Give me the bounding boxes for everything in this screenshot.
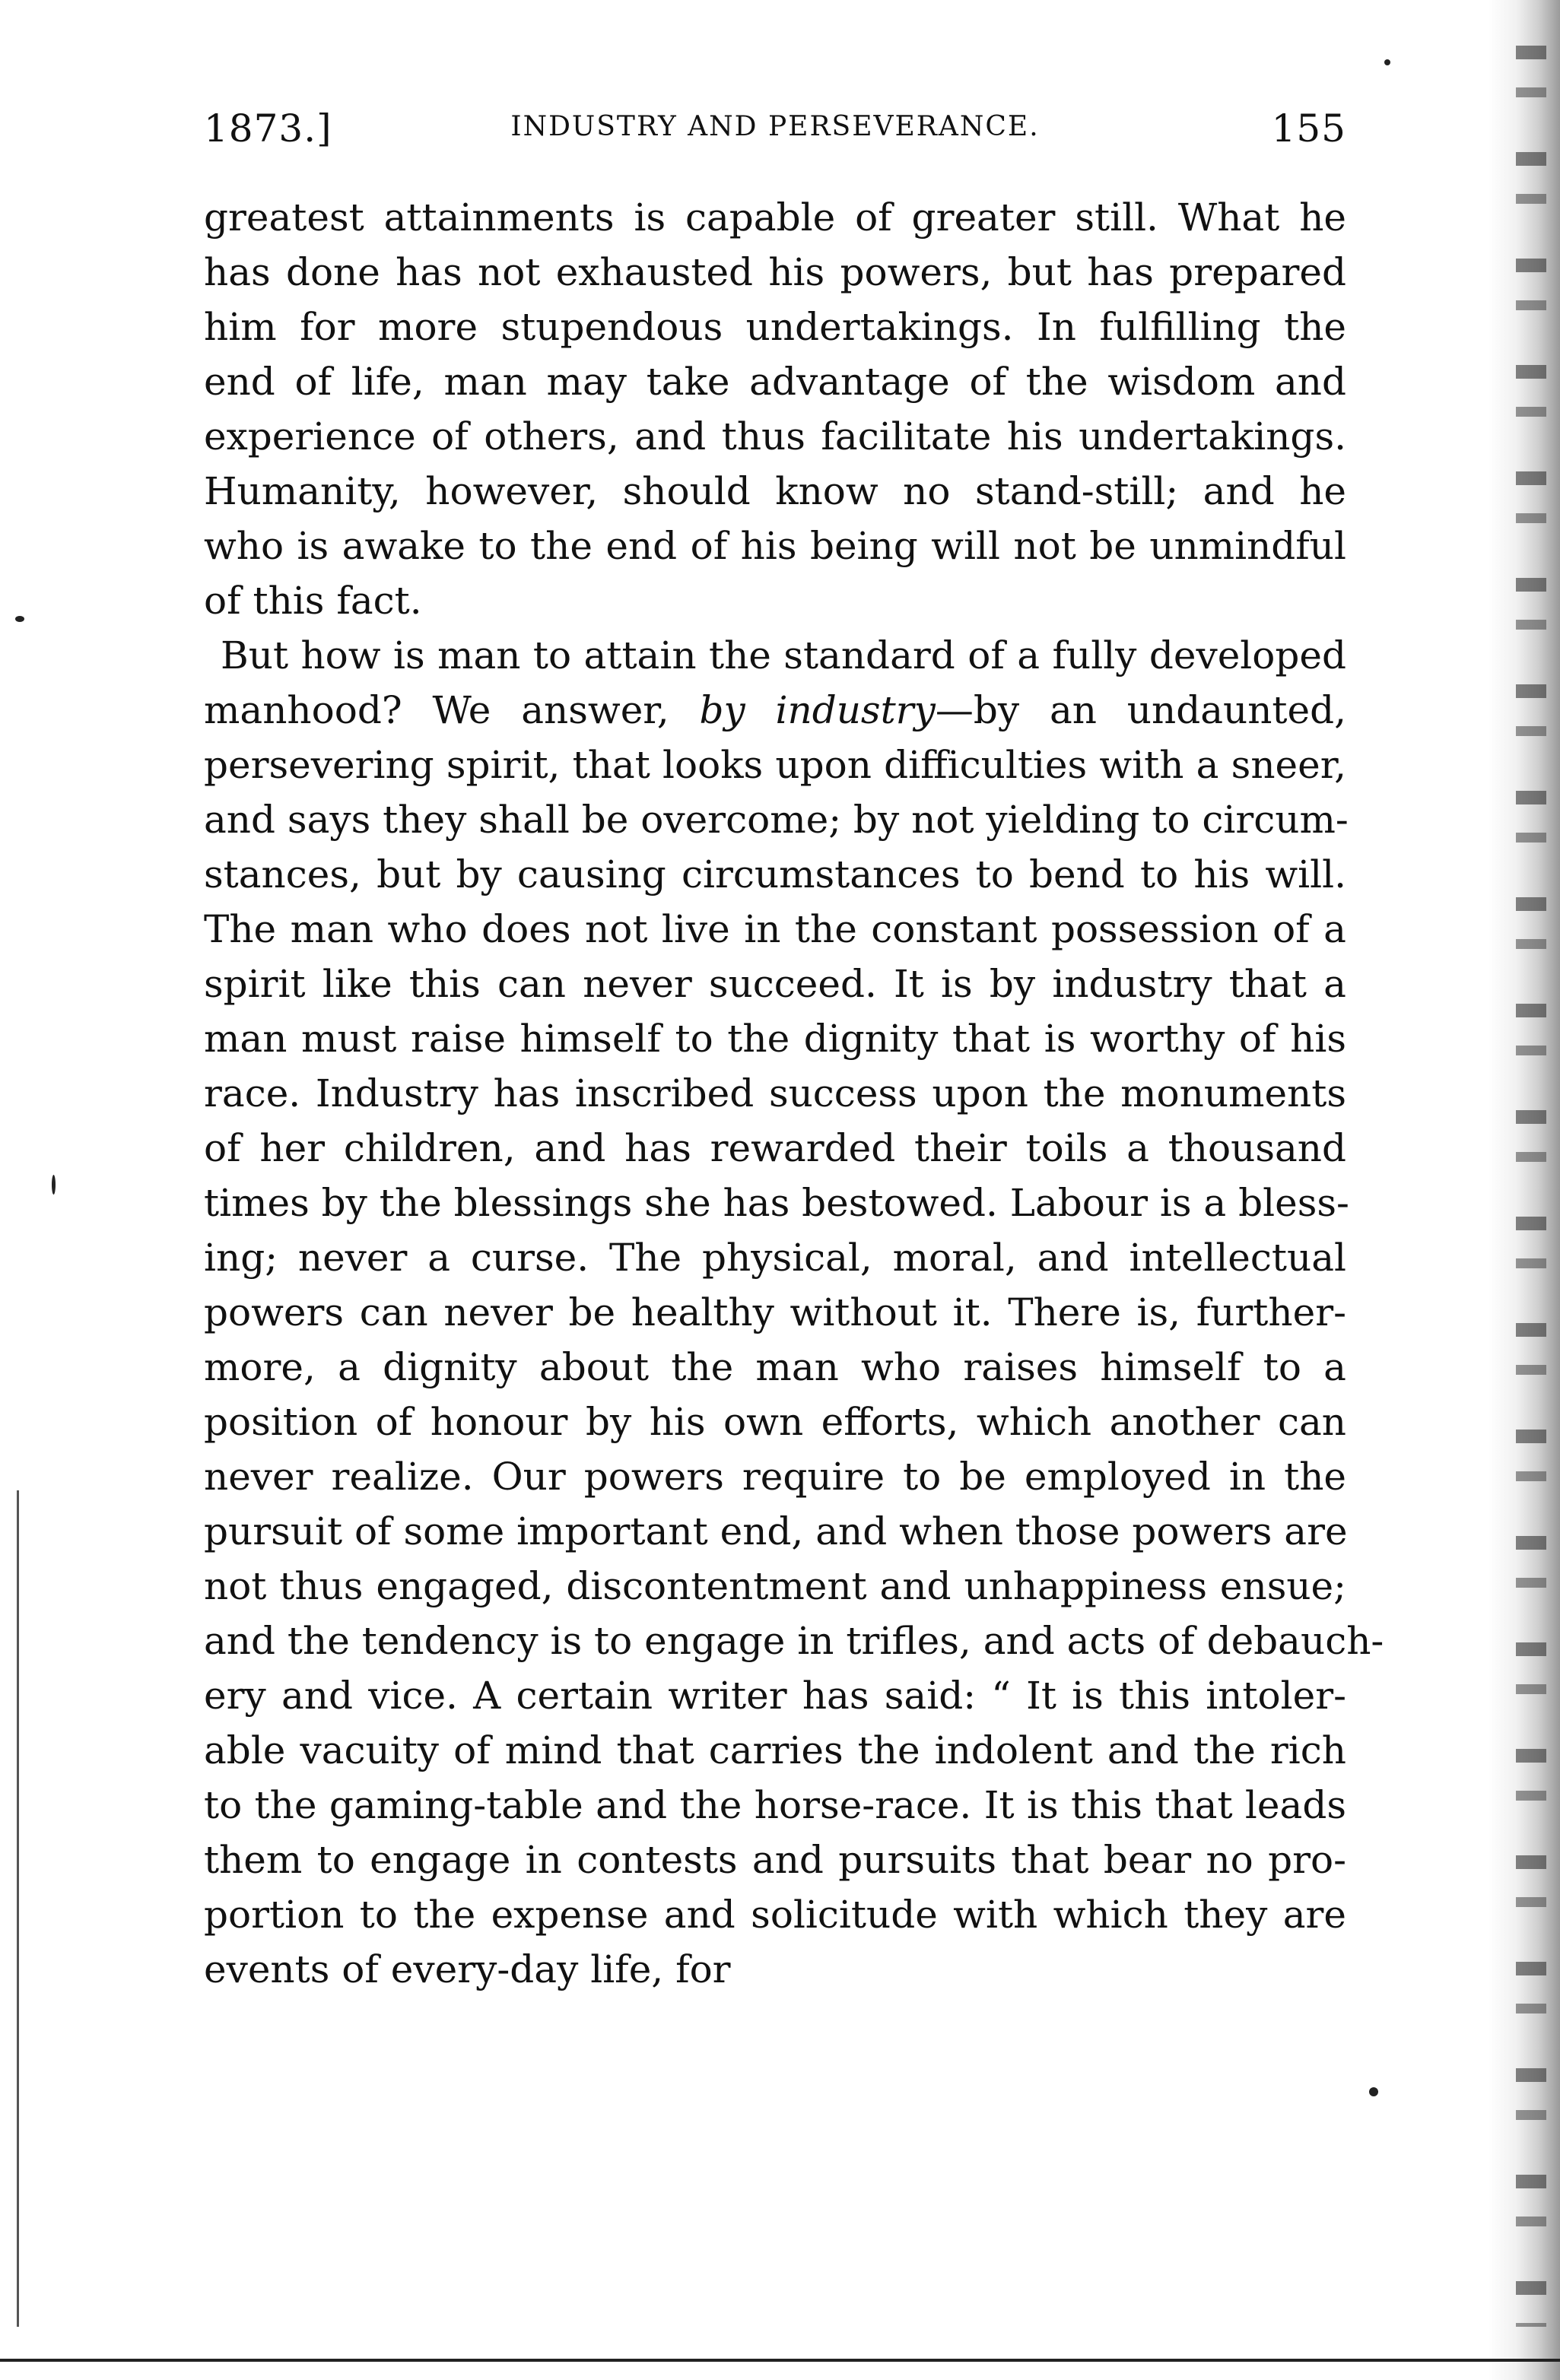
text-line: race. Industry has inscribed success upon the monuments (204, 1071, 1346, 1115)
running-head-title: INDUSTRY AND PERSEVERANCE. (510, 111, 1040, 142)
page-number: 155 (1271, 106, 1346, 151)
running-head-year: 1873.] (204, 106, 332, 151)
text-line: and says they shall be overcome; by not yielding to circum- (204, 798, 1349, 842)
text-line: end of life, man may take advantage of the wisdom and (204, 360, 1346, 404)
ink-speck (15, 616, 24, 622)
bottom-edge-line (0, 2359, 1560, 2362)
text-line: portion to the expense and solicitude with which they are (204, 1893, 1346, 1937)
text-line: has done has not exhausted his powers, but has prepared (204, 250, 1346, 294)
ink-speck (52, 1175, 56, 1195)
ink-speck (1369, 2087, 1378, 2096)
text-line: greatest attainments is capable of greater still. What he (204, 195, 1346, 240)
text-line: ing; never a curse. The physical, moral, and intellectual (204, 1236, 1346, 1280)
text-line: times by the blessings she has bestowed. Labour is a bless- (204, 1181, 1349, 1225)
left-edge-line (17, 1490, 19, 2327)
text-line: powers can never be healthy without it. There is, further- (204, 1290, 1346, 1334)
text-line: to the gaming-table and the horse-race. It is this that leads (204, 1783, 1346, 1827)
text-line: and the tendency is to engage in trifles, and acts of debauch- (204, 1619, 1384, 1663)
text-line: ery and vice. A certain writer has said: “ It is this intoler- (204, 1674, 1346, 1718)
italic-emphasis: by industry (699, 688, 936, 732)
text-line: never realize. Our powers require to be employed in the (204, 1455, 1346, 1499)
text-line: The man who does not live in the constant possession of a (204, 907, 1346, 951)
text-line: Humanity, however, should know no stand-still; and he (204, 469, 1346, 513)
text-line: them to engage in contests and pursuits that bear no pro- (204, 1838, 1346, 1882)
text-line: more, a dignity about the man who raises himself to a (204, 1345, 1346, 1389)
text-line: man must raise himself to the dignity that is worthy of his (204, 1017, 1346, 1061)
text-line: who is awake to the end of his being will not be unmindful (204, 524, 1346, 568)
gutter-bleed-marks (1516, 46, 1546, 2327)
text-line: not thus engaged, discontentment and unhappiness ensue; (204, 1564, 1346, 1608)
text-line: position of honour by his own efforts, which another can (204, 1400, 1346, 1444)
text-line: events of every-day life, for (204, 1947, 731, 1991)
text-line: of her children, and has rewarded their toils a thousand (204, 1126, 1346, 1170)
binding-gutter (1488, 0, 1560, 2380)
ink-speck (1384, 59, 1390, 65)
text-line: stances, but by causing circumstances to bend to his will. (204, 852, 1346, 896)
text-line: of this fact. (204, 579, 422, 623)
body-text (204, 190, 1384, 1997)
text-line: experience of others, and thus facilitate his undertakings. (204, 414, 1346, 459)
text-line: But how is man to attain the standard of a fully developed (221, 633, 1346, 678)
text-run: manhood? We answer, (204, 688, 700, 732)
text-line (204, 683, 1346, 738)
text-line: persevering spirit, that looks upon difficulties with a sneer, (204, 743, 1346, 787)
text-line: him for more stupendous undertakings. In fulfilling the (204, 305, 1346, 349)
running-head (204, 106, 1346, 160)
text-line: able vacuity of mind that carries the indolent and the rich (204, 1728, 1346, 1772)
text-line: spirit like this can never succeed. It is by industry that a (204, 962, 1346, 1006)
text-run: —by an undaunted, (935, 688, 1347, 732)
text-line: pursuit of some important end, and when those powers are (204, 1509, 1348, 1553)
